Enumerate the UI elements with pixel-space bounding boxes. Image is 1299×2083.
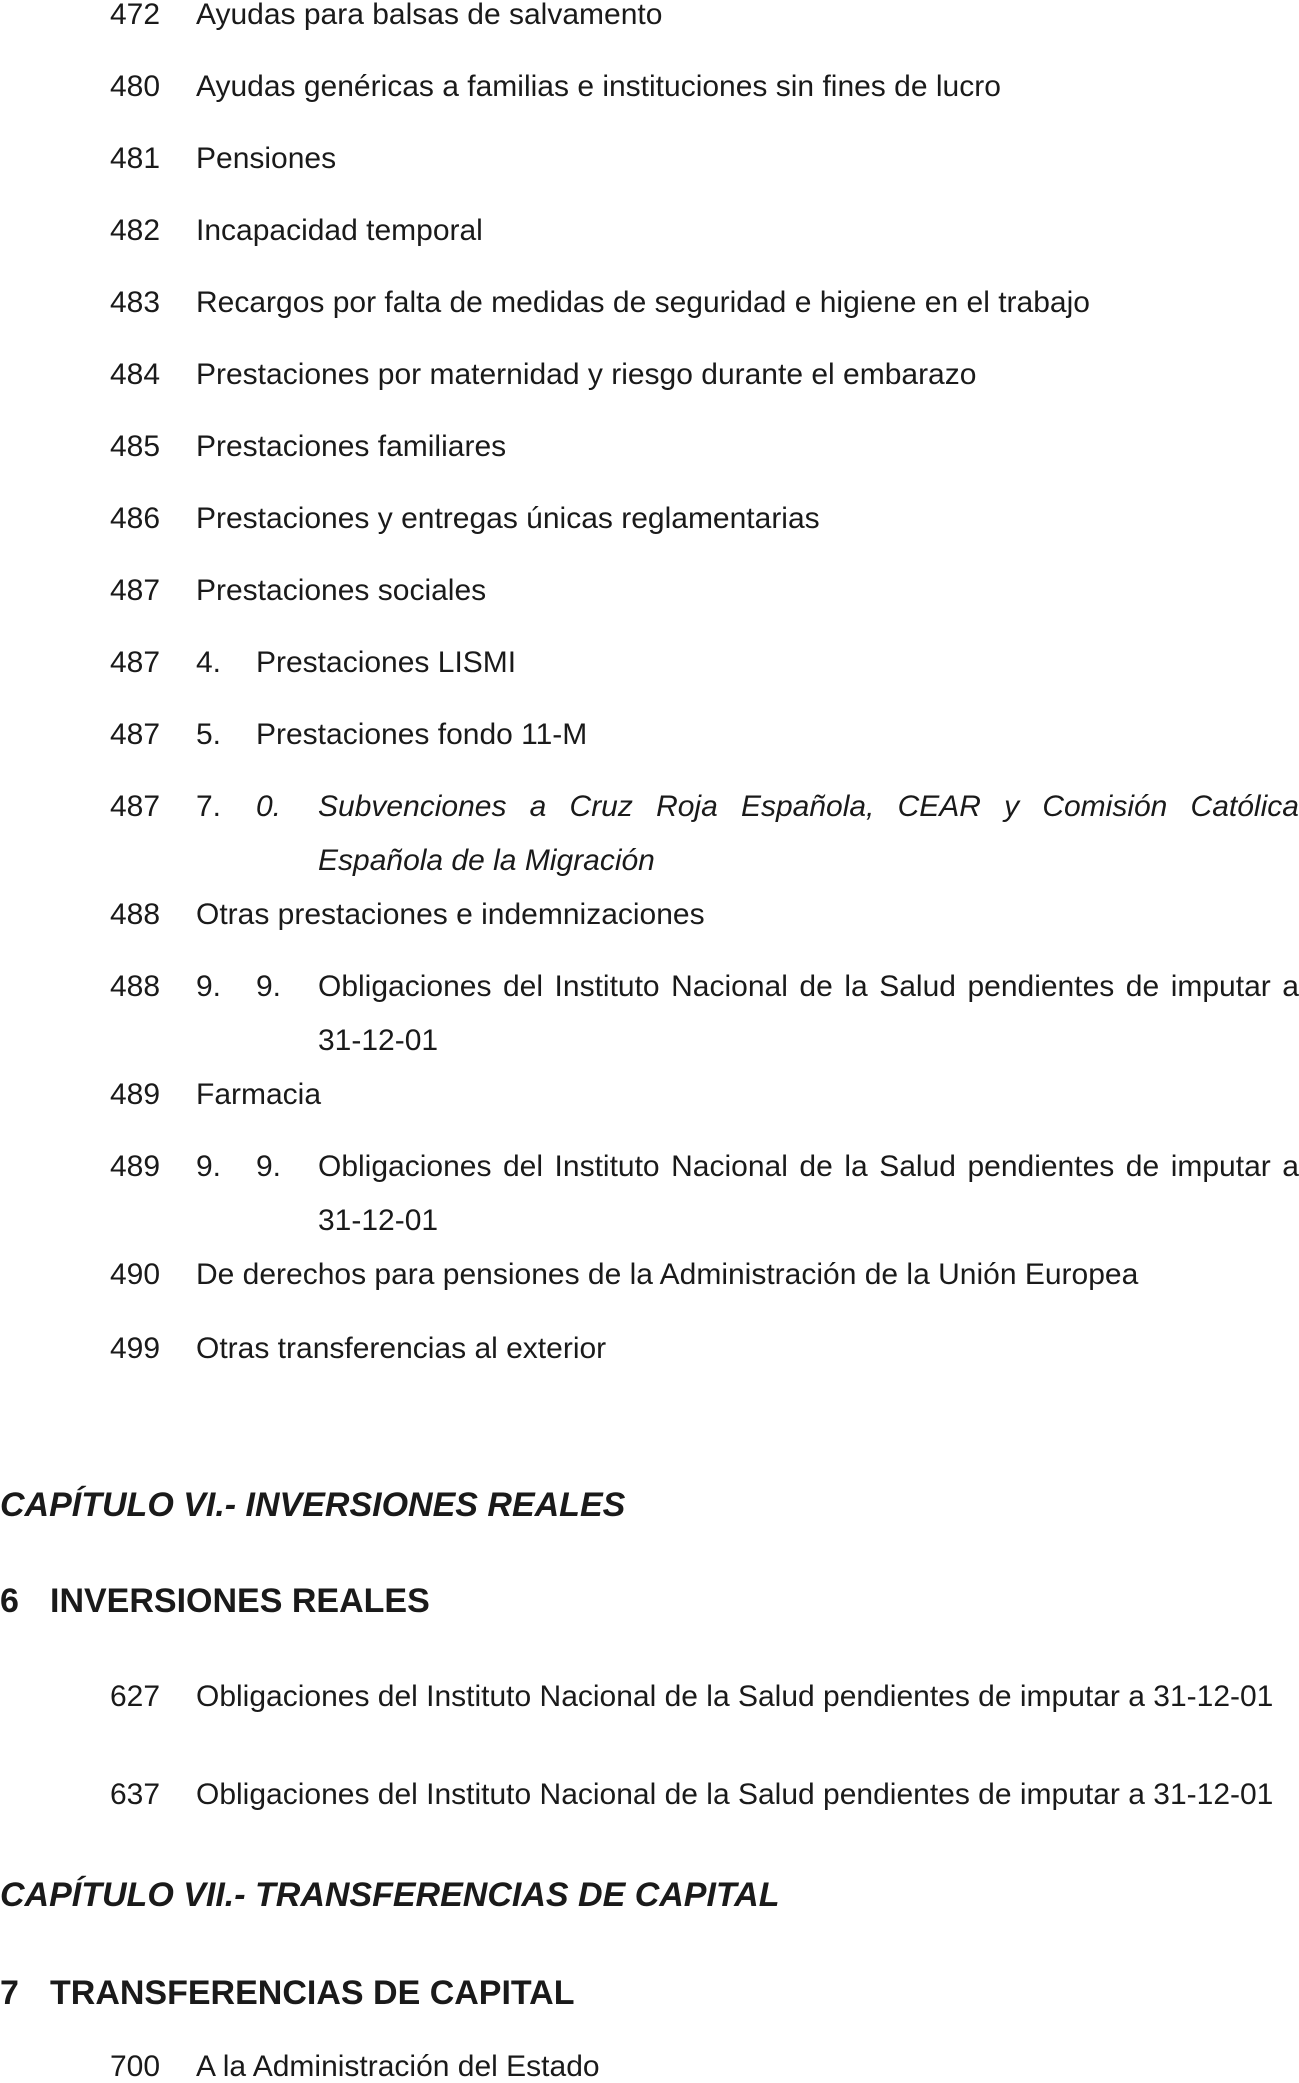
entry-text-line1 (318, 792, 1299, 822)
word: Roja (656, 790, 718, 823)
entry-text: Prestaciones y entregas únicas reglamentarias (196, 502, 820, 535)
entry-text: Obligaciones del Instituto Nacional de la Salud pendientes de imputar a 31-12-01 (196, 1680, 1274, 1713)
entry-text: Prestaciones LISMI (256, 646, 517, 679)
entry-text: Prestaciones fondo 11-M (256, 718, 588, 751)
entry-code: 490 (110, 1258, 161, 1291)
entry-text-line2: 31-12-01 (318, 1024, 439, 1057)
entry-subcode: 7. (196, 790, 222, 823)
word: Católica (1190, 790, 1299, 823)
entry-text: Prestaciones sociales (196, 574, 487, 607)
entry-text: Ayudas genéricas a familias e instituciones sin fines de lucro (196, 70, 1001, 103)
section-number: 7 (0, 1974, 19, 2012)
entry-text: De derechos para pensiones de la Administración de la Unión Europea (196, 1258, 1139, 1291)
entry-text: A la Administración del Estado (196, 2050, 600, 2083)
word: Española, (740, 790, 875, 823)
entry-code: 483 (110, 286, 161, 319)
entry-text-line1 (318, 1152, 1299, 1182)
word: Subvenciones (318, 790, 507, 823)
word: del (502, 1150, 544, 1183)
word: de (1125, 1150, 1160, 1183)
entry-code: 499 (110, 1332, 161, 1365)
word: Comisión (1042, 790, 1168, 823)
entry-code: 482 (110, 214, 161, 247)
entry-code: 487 (110, 574, 161, 607)
entry-text: Incapacidad temporal (196, 214, 483, 247)
entry-text: Otras transferencias al exterior (196, 1332, 607, 1365)
word: Nacional (671, 970, 788, 1003)
entry-code: 489 (110, 1078, 161, 1111)
chapter-title: CAPÍTULO VI.- INVERSIONES REALES (0, 1486, 626, 1524)
entry-text: Prestaciones familiares (196, 430, 507, 463)
word: imputar (1170, 970, 1271, 1003)
entry-text-line2: Española de la Migración (318, 844, 655, 877)
entry-text: Otras prestaciones e indemnizaciones (196, 898, 705, 931)
entry-code: 489 (110, 1150, 161, 1183)
entry-subcode-2: 9. (256, 1150, 282, 1183)
word: del (502, 970, 544, 1003)
entry-text: Obligaciones del Instituto Nacional de la Salud pendientes de imputar a 31-12-01 (196, 1778, 1274, 1811)
chapter-title: CAPÍTULO VII.- TRANSFERENCIAS DE CAPITAL (0, 1876, 780, 1914)
entry-subcode-2: 9. (256, 970, 282, 1003)
entry-code: 485 (110, 430, 161, 463)
entry-code: 637 (110, 1778, 161, 1811)
entry-subcode: 9. (196, 1150, 222, 1183)
word: de (799, 970, 833, 1003)
entry-code: 484 (110, 358, 161, 391)
word: y (1004, 790, 1020, 823)
section-title: TRANSFERENCIAS DE CAPITAL (50, 1974, 575, 2012)
entry-code: 488 (110, 898, 161, 931)
entry-text: Farmacia (196, 1078, 322, 1111)
word: a (529, 790, 547, 823)
entry-subcode: 5. (196, 718, 222, 751)
entry-code: 480 (110, 70, 161, 103)
word: CEAR (897, 790, 981, 823)
word: pendientes (967, 970, 1115, 1003)
entry-text: Pensiones (196, 142, 337, 175)
entry-code: 481 (110, 142, 161, 175)
word: imputar (1170, 1150, 1271, 1183)
word: de (1125, 970, 1160, 1003)
word: de (799, 1150, 833, 1183)
word: a (1282, 1150, 1299, 1183)
entry-code: 487 (110, 790, 161, 823)
entry-subcode-2: 0. (256, 790, 282, 823)
entry-subcode: 9. (196, 970, 222, 1003)
word: a (1282, 970, 1299, 1003)
word: Cruz (569, 790, 633, 823)
entry-code: 488 (110, 970, 161, 1003)
entry-code: 627 (110, 1680, 161, 1713)
word: Obligaciones (318, 1150, 492, 1183)
entry-code: 487 (110, 718, 161, 751)
entry-code: 487 (110, 646, 161, 679)
entry-text: Recargos por falta de medidas de seguridad e higiene en el trabajo (196, 286, 1090, 319)
entry-text-line1 (318, 972, 1299, 1002)
word: Obligaciones (318, 970, 492, 1003)
word: pendientes (967, 1150, 1115, 1183)
entry-code: 486 (110, 502, 161, 535)
word: Salud (879, 970, 956, 1003)
entry-subcode: 4. (196, 646, 222, 679)
word: Instituto (554, 1150, 660, 1183)
entry-text-line2: 31-12-01 (318, 1204, 439, 1237)
word: Salud (879, 1150, 956, 1183)
entry-code: 700 (110, 2050, 161, 2083)
entry-text: Prestaciones por maternidad y riesgo durante el embarazo (196, 358, 977, 391)
word: la (844, 1150, 868, 1183)
word: Nacional (671, 1150, 788, 1183)
entry-text: Ayudas para balsas de salvamento (196, 0, 663, 31)
entry-code: 472 (110, 0, 161, 31)
word: la (844, 970, 868, 1003)
word: Instituto (554, 970, 660, 1003)
section-number: 6 (0, 1582, 19, 1620)
section-title: INVERSIONES REALES (50, 1582, 430, 1620)
